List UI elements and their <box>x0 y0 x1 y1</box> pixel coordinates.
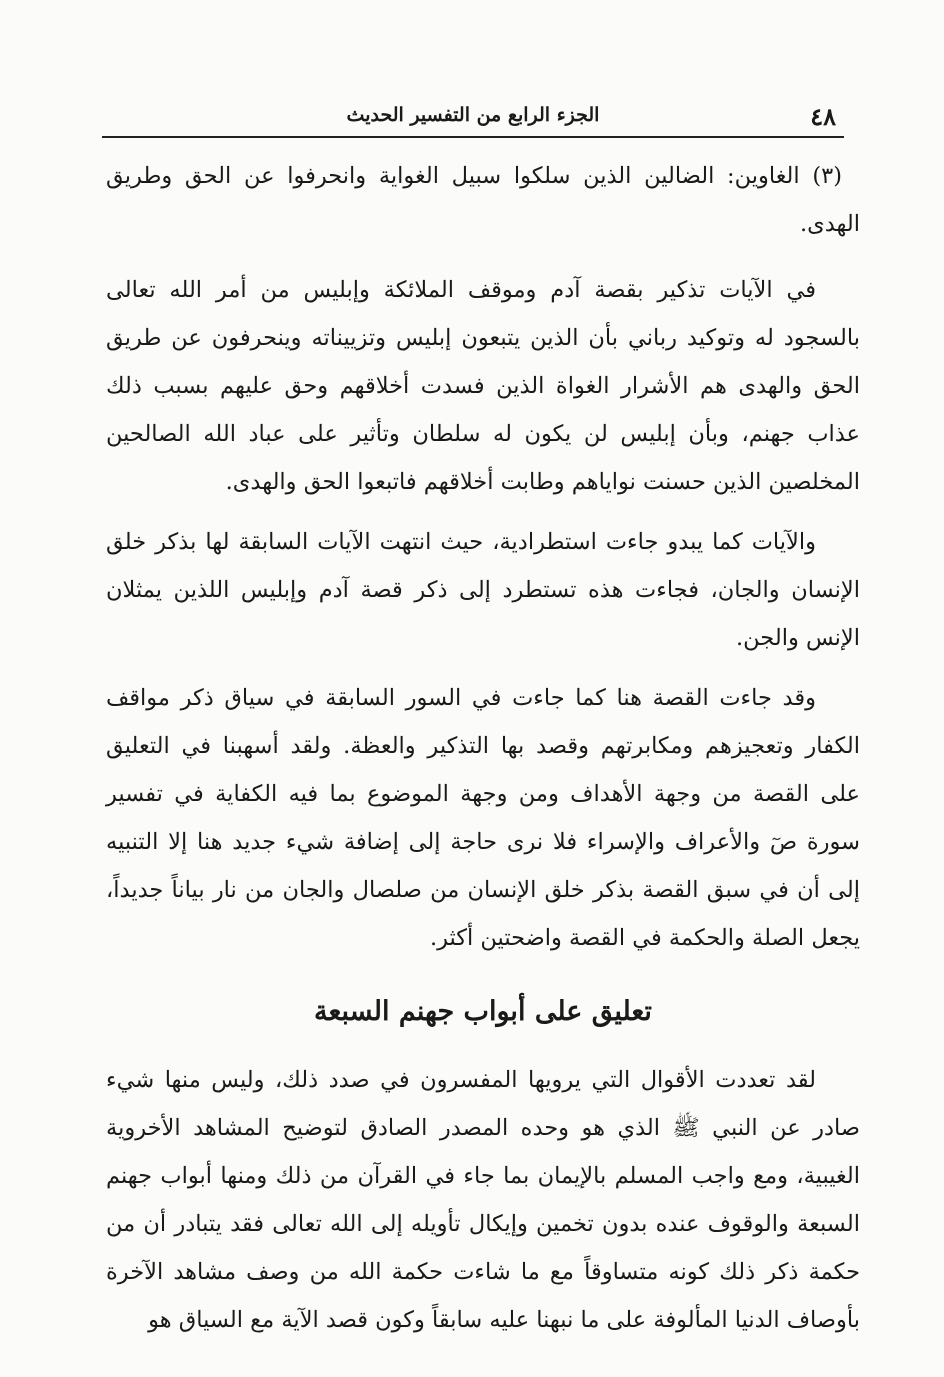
page-number: ٤٨ <box>810 102 836 131</box>
page-body <box>106 152 860 1344</box>
running-title: الجزء الرابع من التفسير الحديث <box>346 104 600 126</box>
paragraph-2: والآيات كما يبدو جاءت استطرادية، حيث انتهت الآيات السابقة لها بذكر خلق الإنسان والجان، فجاءت هذه تستطرد إلى ذكر قصة آدم وإبليس اللذين يمثلان الإنس والجن. <box>106 529 860 651</box>
section-paragraph: لقد تعددت الأقوال التي يرويها المفسرون في صدد ذلك، وليس منها شيء صادر عن النبي ﷺ الذي هو وحده المصدر الصادق لتوضيح المشاهد الأخروية الغيبية، ومع واجب المسلم بالإيمان بما جاء في القرآن من ذلك ومنها أبواب جهنم السبعة والوقوف عنده بدون تخمين وإيكال تأويله إلى الله تعالى فقد يتبادر أن من حكمة ذكر ذلك كونه متساوقاً مع ما شاءت حكمة الله من وصف مشاهد الآخرة بأوصاف الدنيا المألوفة على ما نبهنا عليه سابقاً وكون قصد الآية مع السياق هو <box>106 1067 860 1333</box>
paragraph-3: وقد جاءت القصة هنا كما جاءت في السور السابقة في سياق ذكر مواقف الكفار وتعجيزهم ومكابرتهم وقصد بها التذكير والعظة. ولقد أسهبنا في التعليق على القصة من وجهة الأهداف ومن وجهة الموضوع بما فيه الكفاية في تفسير سورة صٓ والأعراف والإسراء فلا نرى حاجة إلى إضافة شيء جديد هنا إلا التنبيه إلى أن في سبق القصة بذكر خلق الإنسان من صلصال والجان من نار بياناً جديداً، يجعل الصلة والحكمة في القصة واضحتين أكثر. <box>106 685 860 951</box>
paragraph-1: في الآيات تذكير بقصة آدم وموقف الملائكة وإبليس من أمر الله تعالى بالسجود له وتوكيد رباني بأن الذين يتبعون إبليس وتزييناته وينحرفون عن طريق الحق والهدى هم الأشرار الغواة الذين فسدت أخلاقهم وحق عليهم بسبب ذلك عذاب جهنم، وبأن إبليس لن يكون له سلطان وتأثير على عباد الله الصالحين المخلصين الذين حسنت نواياهم وطابت أخلاقهم فاتبعوا الحق والهدى. <box>106 277 860 495</box>
section-heading: تعليق على أبواب جهنم السبعة <box>314 996 652 1027</box>
page-header <box>102 100 844 138</box>
footnote: (٣) الغاوين: الضالين الذين سلكوا سبيل الغواية وانحرفوا عن الحق وطريق الهدى. <box>106 163 860 237</box>
